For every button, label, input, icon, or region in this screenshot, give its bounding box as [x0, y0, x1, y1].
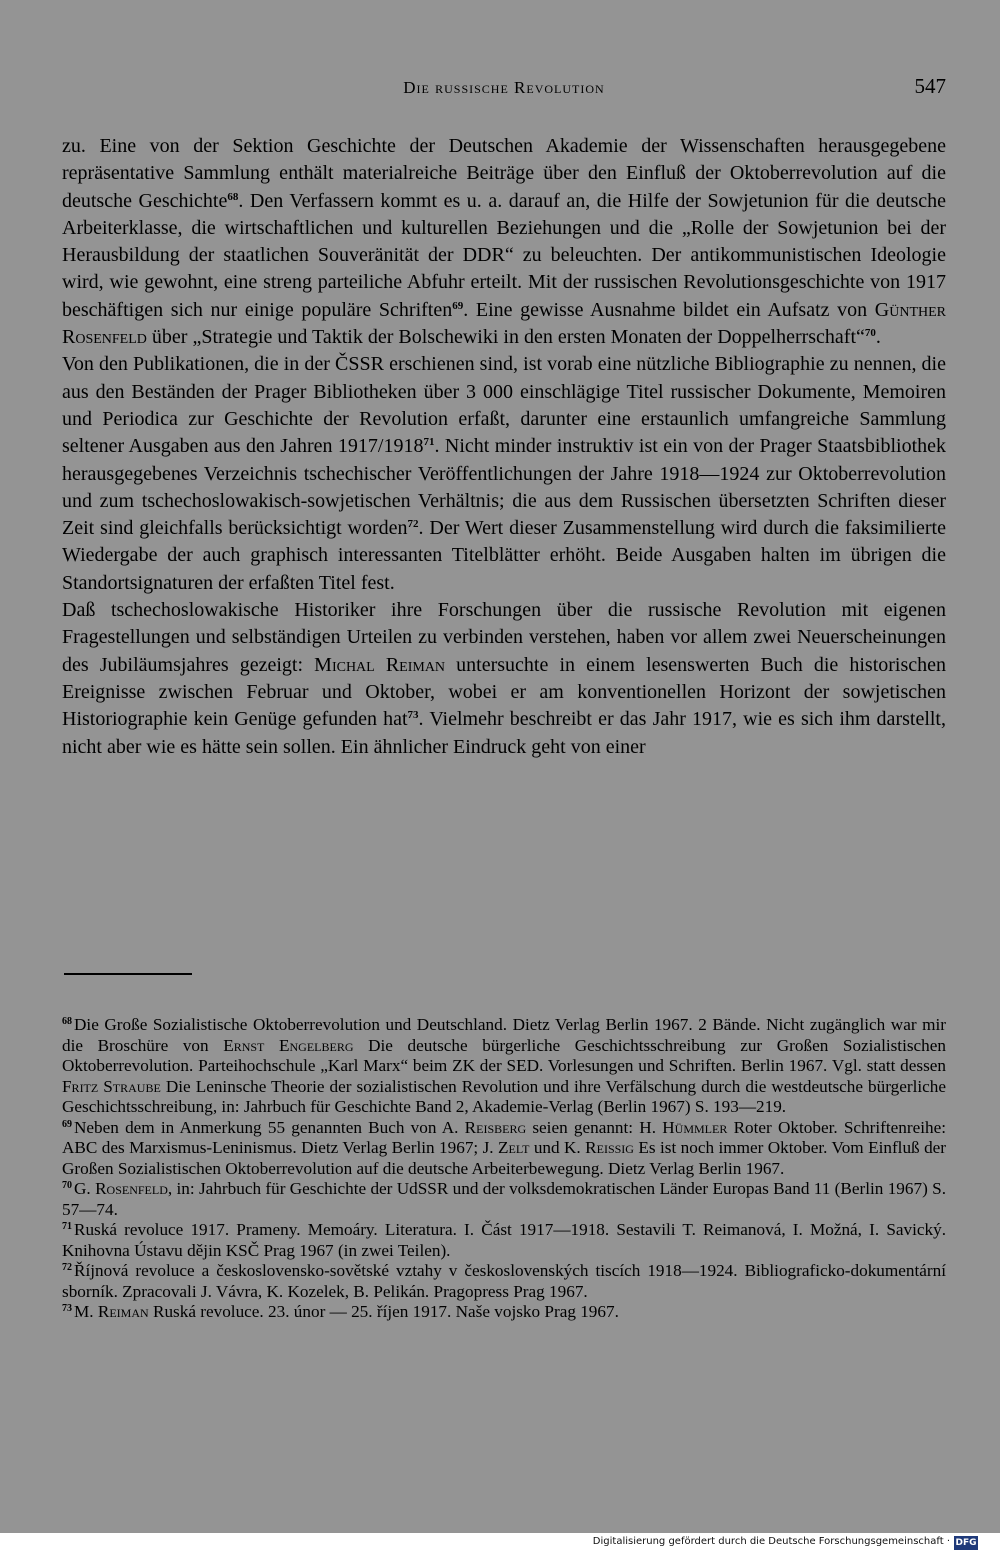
text-run: G.: [74, 1179, 96, 1198]
text-run: zu. Eine von der Sektion Geschichte der Deutschen Akademie der Wissenschaften herausgegebene repräsentative Sammlung enthält materialreiche Beiträge über den Einfluß der Oktoberrevolution auf die deutsche Geschichte: [62, 135, 946, 212]
text-run: Roter Oktober. Schriftenreihe: ABC des Marxismus-Leninismus. Dietz Verlag Berlin 1967; J.: [62, 1117, 947, 1157]
digitization-footer: [0, 1533, 1000, 1554]
text-run: seien genannt: H.: [526, 1117, 663, 1137]
author-name: Michal Reiman: [314, 653, 446, 676]
text-run: Die Leninsche Theorie der sozialistischen Revolution und ihre Verfälschung durch die westdeutsche bürgerliche Geschichtsschreibung, in: Jahrbuch für Geschichte Band 2, Akademie-Verlag (Berlin 1967) S. 193—219.: [62, 1076, 946, 1116]
author-name: Ernst Engelberg: [223, 1035, 354, 1055]
paragraph: [62, 351, 946, 597]
paragraph: [62, 133, 946, 351]
footnote-ref: 69: [452, 299, 464, 312]
author-name: Reiman: [97, 1302, 149, 1321]
footnote: [62, 1015, 946, 1118]
running-head: [62, 74, 946, 104]
main-text: [62, 133, 946, 761]
dfg-logo: DFG: [955, 1538, 977, 1548]
footnote: [62, 1302, 946, 1323]
footnote-separator: [64, 973, 192, 975]
page-number: 547: [914, 74, 946, 98]
text-run: . Den Verfassern kommt es u. a. darauf an, die Hilfe der Sowjetunion für die deutsche Arbeiterklasse, die wirtschaftlichen und kulturellen Beziehungen und die „Rolle der Sowjetunion bei der Herausbildung der staatlichen Souveränität der DDR“ zu beleuchten. Der antikommunistischen Ideologie wird, wie gewohnt, eine streng parteiliche Abfuhr erteilt. Mit der russischen Revolutionsgeschichte von 1917 beschäftigen sich nur einige populäre Schriften: [62, 189, 946, 321]
funding-credit: Digitalisierung gefördert durch die Deutsche Forschungsgemeinschaft ·: [592, 1536, 950, 1547]
footnote-ref: 70: [864, 327, 876, 340]
author-name: Fritz Straube: [62, 1076, 161, 1096]
text-run: M.: [74, 1302, 98, 1321]
footnote-number: 69: [62, 1118, 72, 1130]
author-name: Reisberg: [464, 1117, 527, 1137]
footnote: [62, 1220, 946, 1261]
footnote-ref: 71: [423, 436, 435, 449]
footnote-number: 72: [62, 1262, 72, 1273]
footnote: [62, 1261, 946, 1302]
footnote-ref: 72: [407, 518, 419, 531]
text-run: Ruská revoluce 1917. Prameny. Memoáry. Literatura. I. Část 1917—1918. Sestavili T. Reimanová, I. Možná, I. Savický. Knihovna Ústavu dějin KSČ Prag 1967 (in zwei Teilen).: [62, 1220, 946, 1260]
author-name: Rosenfeld: [95, 1179, 168, 1198]
footnote-number: 68: [62, 1016, 72, 1027]
author-name: Reissig: [585, 1138, 634, 1157]
text-run: .: [875, 326, 881, 349]
paragraph: [62, 597, 946, 761]
text-run: Die deutsche bürgerliche Geschichtsschreibung zur Großen Sozialistischen Oktoberrevolution. Parteihochschule „Karl Marx“ beim ZK der SED. Vorlesungen und Schriften. Berlin 1967. Vgl. statt dessen: [62, 1035, 946, 1075]
text-run: Říjnová revoluce a československo-sovětské vztahy v československých tiscích 1918—1924. Bibliograficko-dokumentární sborník. Zpracovali J. Vávra, K. Kozelek, B. Pelikán. Pragopress Prag 1967.: [62, 1261, 946, 1301]
text-run: . Nicht minder instruktiv ist ein von der Prager Staatsbibliothek herausgegebenes Verzeichnis tschechischer Veröffentlichungen der Jahre 1918—1924 zur Oktoberrevolution und zum tschechoslowakisch-sowjetischen Verhältnis; die aus dem Russischen übersetzten Schriften dieser Zeit sind gleichfalls berücksichtigt worden: [62, 435, 946, 540]
footnote-number: 73: [62, 1303, 72, 1314]
text-run: über „Strategie und Taktik der Bolschewiki in den ersten Monaten der Doppelherrschaft“: [146, 326, 865, 349]
footnotes: [62, 1015, 946, 1323]
text-run: Ruská revoluce. 23. únor — 25. říjen 1917. Naše vojsko Prag 1967.: [148, 1302, 619, 1321]
author-name: Hümmler: [662, 1117, 728, 1137]
text-run: Von den Publikationen, die in der ČSSR erschienen sind, ist vorab eine nützliche Bibliographie zu nennen, die aus den Beständen der Prager Bibliotheken über 3 000 einschlägige Titel russischer Dokumente, Memoiren und Periodica zur Geschichte der Revolution erfaßt, darunter eine erstaunlich umfangreiche Sammlung seltener Ausgaben aus den Jahren 1917/1918: [62, 353, 946, 458]
text-run: , in: Jahrbuch für Geschichte der UdSSR und der volksdemokratischen Länder Europas Band 11 (Berlin 1967) S. 57—74.: [62, 1179, 946, 1219]
text-run: und K.: [529, 1138, 586, 1157]
footnote-ref: 68: [227, 190, 239, 203]
footnote: [62, 1118, 946, 1180]
author-name: Günther Rosenfeld: [62, 298, 946, 349]
text-run: . Eine gewisse Ausnahme bildet ein Aufsatz von: [463, 298, 875, 321]
text-run: Es ist noch immer Oktober. Vom Einfluß der Großen Sozialistischen Oktoberrevolution auf die deutsche Arbeiterbewegung. Dietz Verlag Berlin 1967.: [62, 1138, 947, 1178]
text-run: untersuchte in einem lesenswerten Buch die historischen Ereignisse zwischen Februar und Oktober, wobei er am konventionellen Horizont der sowjetischen Historiographie kein Genüge gefunden hat: [62, 653, 947, 731]
footnote-number: 71: [62, 1221, 72, 1232]
running-title: Die russische Revolution: [403, 78, 605, 97]
text-run: . Vielmehr beschreibt er das Jahr 1917, wie es sich ihm darstellt, nicht aber wie es hätte sein sollen. Ein ähnlicher Eindruck geht von einer: [62, 708, 946, 758]
footnote: [62, 1179, 946, 1220]
text-run: Daß tschechoslowakische Historiker ihre Forschungen über die russische Revolution mit eigenen Fragestellungen und selbständigen Urteilen zu verbinden verstehen, haben vor allem zwei Neuerscheinungen des Jubiläumsjahres gezeigt:: [62, 599, 946, 676]
footnote-number: 70: [62, 1180, 72, 1191]
text-run: Neben dem in Anmerkung 55 genannten Buch von A.: [74, 1117, 465, 1137]
footnote-ref: 73: [407, 709, 419, 722]
text-run: . Der Wert dieser Zusammenstellung wird durch die faksimilierte Wiedergabe der auch graphisch interessanten Titelblätter erhöht. Beide Ausgaben halten im übrigen die Standortsignaturen der erfaßten Titel fest.: [62, 517, 946, 594]
author-name: Zelt: [498, 1138, 530, 1157]
text-run: Die Große Sozialistische Oktoberrevolution und Deutschland. Dietz Verlag Berlin 1967. 2 Bände. Nicht zugänglich war mir die Broschüre von: [62, 1015, 946, 1055]
